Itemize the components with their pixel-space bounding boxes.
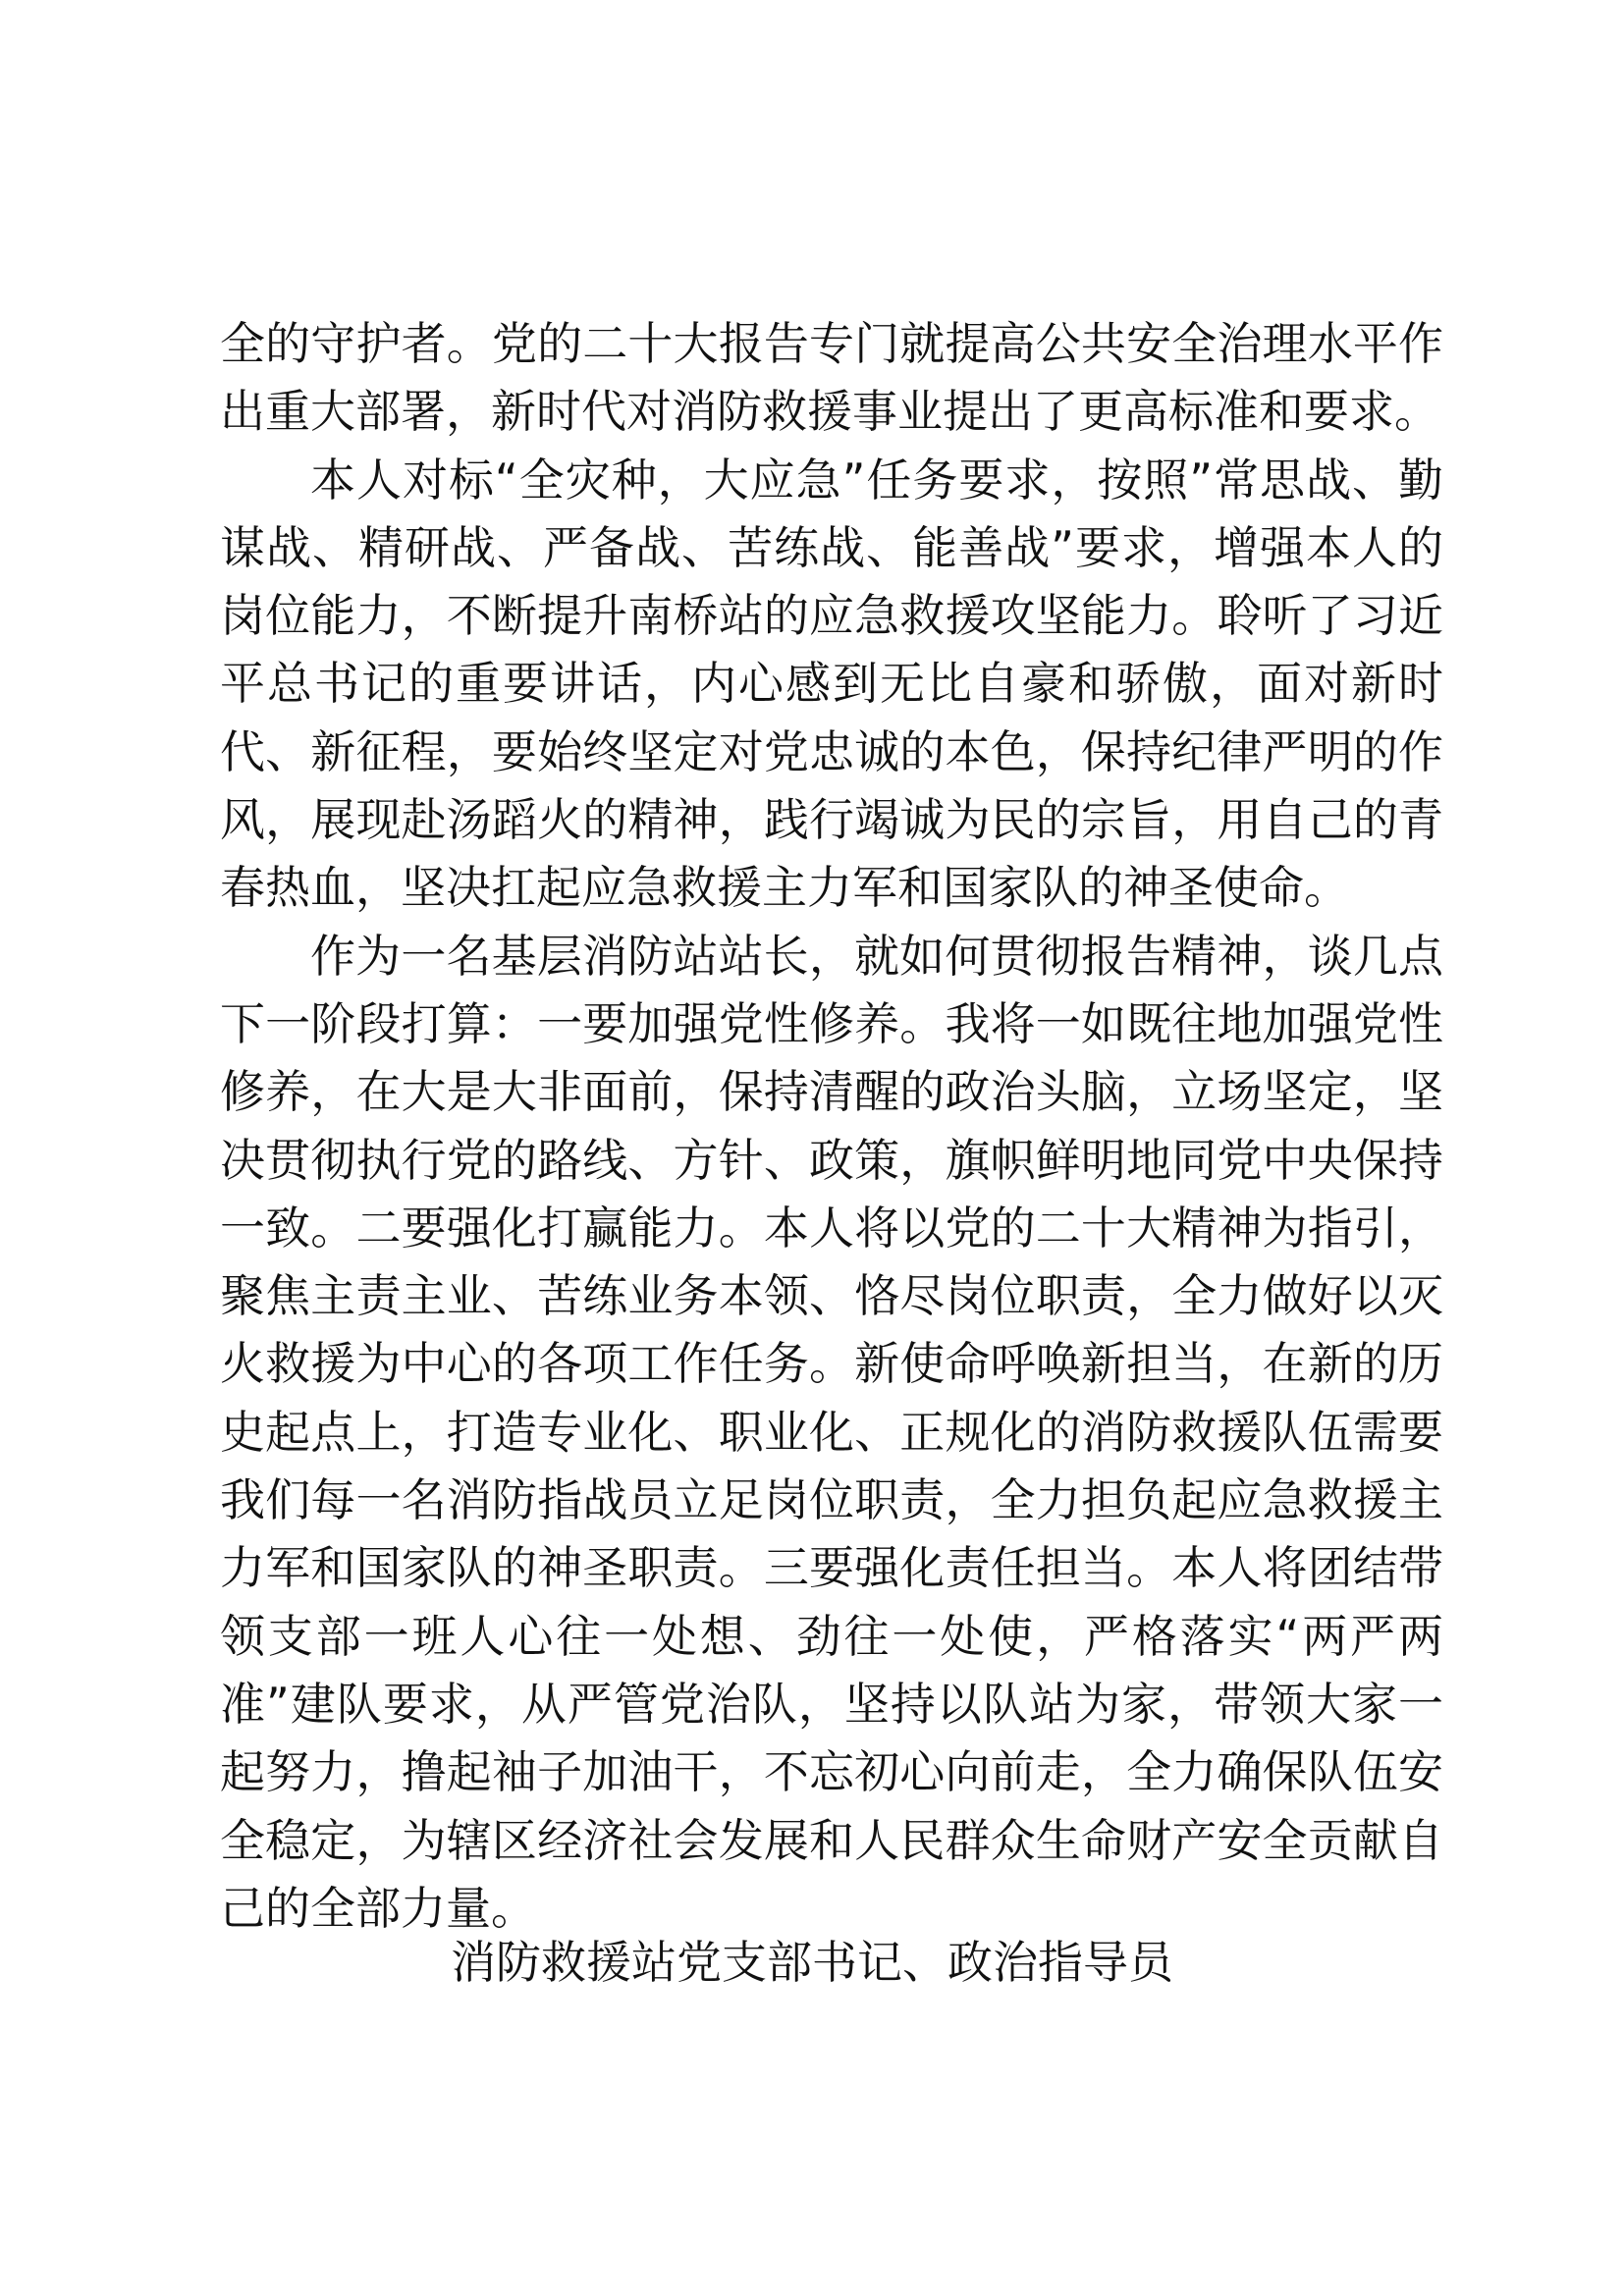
paragraph-continuation: 全的守护者。党的二十大报告专门就提高公共安全治理水平作出重大部署，新时代对消防救援事业提出了更高标准和要求。 (220, 317, 1443, 439)
body-text (220, 310, 1443, 1943)
signature-line: 消防救援站党支部书记、政治指导员 (451, 1936, 1173, 1989)
paragraph-commitment: 本人对标“全灾种，大应急”任务要求，按照”常思战、勤谋战、精研战、严备战、苦练战、能善战”要求，增强本人的岗位能力，不断提升南桥站的应急救援攻坚能力。聆听了习近平总书记的重要讲话，内心感到无比自豪和骄傲，面对新时代、新征程，要始终坚定对党忠诚的本色，保持纪律严明的作风，展现赴汤蹈火的精神，践行竭诚为民的宗旨，用自己的青春热血，坚决扛起应急救援主力军和国家队的神圣使命。 (220, 453, 1443, 915)
paragraph-plans: 作为一名基层消防站站长，就如何贯彻报告精神，谈几点下一阶段打算：一要加强党性修养。我将一如既往地加强党性修养，在大是大非面前，保持清醒的政治头脑，立场坚定，坚决贯彻执行党的路线、方针、政策，旗帜鲜明地同党中央保持一致。二要强化打赢能力。本人将以党的二十大精神为指引，聚焦主责主业、苦练业务本领、恪尽岗位职责，全力做好以灭火救援为中心的各项工作任务。新使命呼唤新担当，在新的历史起点上，打造专业化、职业化、正规化的消防救援队伍需要我们每一名消防指战员立足岗位职责，全力担负起应急救援主力军和国家队的神圣职责。三要强化责任担当。本人将团结带领支部一班人心往一处想、劲往一处使，严格落实“两严两准”建队要求，从严管党治队，坚持以队站为家，带领大家一起努力，撸起袖子加油干，不忘初心向前走，全力确保队伍安全稳定，为辖区经济社会发展和人民群众生命财产安全贡献自己的全部力量。 (220, 929, 1443, 1935)
